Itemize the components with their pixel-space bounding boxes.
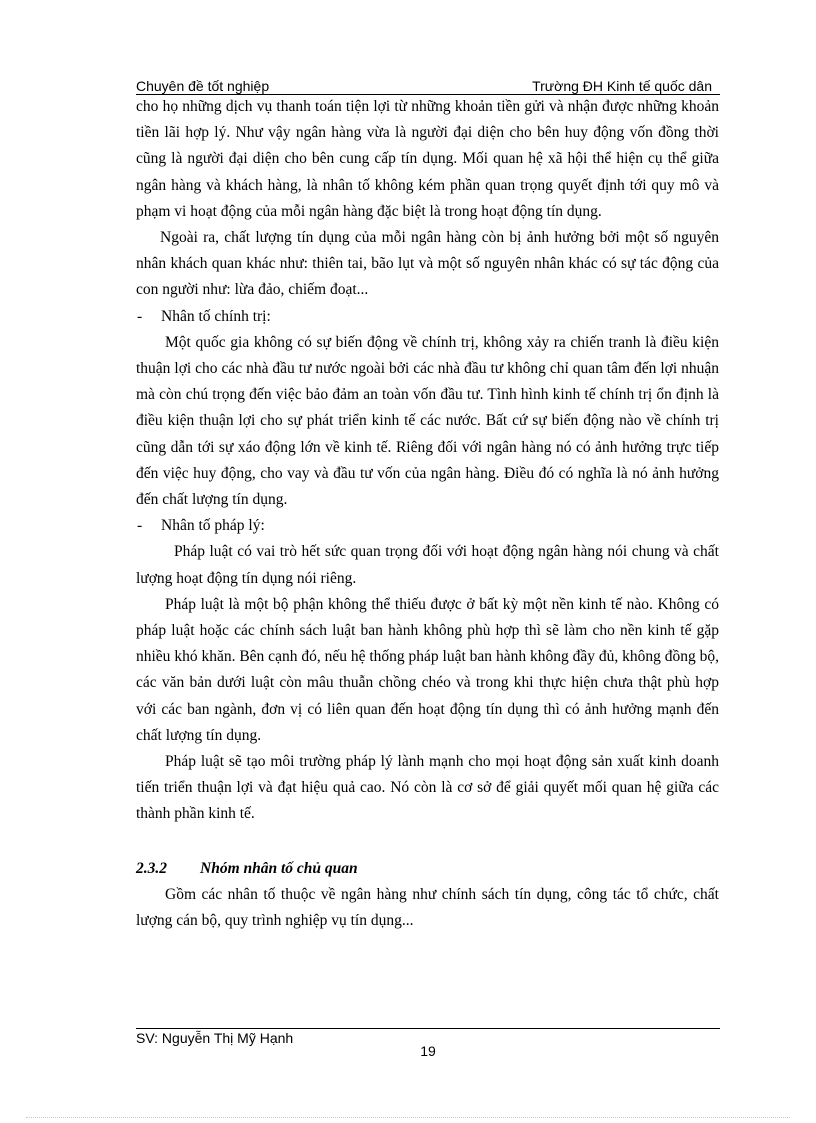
paragraph: Pháp luật sẽ tạo môi trường pháp lý lành mạnh cho mọi hoạt động sản xuất kinh doanh tiến triển thuận lợi và đạt hiệu quả cao. Nó còn là cơ sở để giải quyết mối quan hệ giữa các thành phần kinh tế.	[136, 753, 719, 823]
bullet-item	[0, 304, 719, 330]
section-number: 2.3.2	[136, 859, 167, 877]
paragraph: Một quốc gia không có sự biến động về chính trị, không xảy ra chiến tranh là điều kiện thuận lợi cho các nhà đầu tư nước ngoài bởi các nhà đầu tư không chỉ quan tâm đến lợi nhuận mà còn chú trọng đến việc bảo đảm an toàn vốn đầu tư. Tình hình kinh tế chính trị ổn định là điều kiện thuận lợi cho sự phát triển kinh tế các nước. Bất cứ sự biến động nào về chính trị cũng dẫn tới sự xáo động lớn về kinh tế. Riêng đối với ngân hàng nó có ảnh hưởng trực tiếp đến việc huy động, cho vay và đầu tư vốn của ngân hàng. Điều đó có nghĩa là nó ảnh hưởng đến chất lượng tín dụng.	[136, 333, 719, 509]
page-edge	[26, 1117, 790, 1118]
header-left: Chuyên đề tốt nghiệp	[136, 78, 270, 94]
section-title: Nhóm nhân tố chủ quan	[200, 859, 358, 877]
paragraph: Gồm các nhân tố thuộc về ngân hàng như chính sách tín dụng, công tác tổ chức, chất lượng cán bộ, quy trình nghiệp vụ tín dụng...	[136, 885, 719, 930]
document-body	[136, 94, 719, 934]
page-number: 19	[420, 1043, 436, 1059]
footer-author: SV: Nguyễn Thị Mỹ Hạnh	[136, 1030, 294, 1046]
bullet-title: Nhân tố pháp lý:	[161, 517, 265, 535]
bullet-marker: -	[137, 517, 143, 535]
paragraph: Pháp luật là một bộ phận không thể thiếu được ở bất kỳ một nền kinh tế nào. Không có pháp luật hoặc các chính sách luật ban hành không phù hợp thì sẽ làm cho nền kinh tế gặp nhiều khó khăn. Bên cạnh đó, nếu hệ thống pháp luật ban hành không đầy đủ, không đồng bộ, các văn bản dưới luật còn mâu thuẫn chồng chéo và trong khi thực hiện chưa thật phù hợp với các ban ngành, đơn vị có liên quan đến hoạt động tín dụng thì có ảnh hưởng mạnh đến chất lượng tín dụng.	[136, 595, 719, 744]
footer-rule	[136, 1028, 720, 1029]
bullet-marker: -	[137, 307, 143, 325]
bullet-title: Nhân tố chính trị:	[161, 307, 271, 325]
paragraph: Ngoài ra, chất lượng tín dụng của mỗi ngân hàng còn bị ảnh hưởng bởi một số nguyên nhân khách quan khác như: thiên tai, bão lụt và một số nguyên nhân khác có sự tác động của con người như: lừa đảo, chiếm đoạt...	[136, 229, 719, 299]
bullet-item	[0, 513, 719, 539]
paragraph: Pháp luật có vai trò hết sức quan trọng đối với hoạt động ngân hàng nói chung và chất lượng hoạt động tín dụng nói riêng.	[136, 543, 719, 587]
paragraph: cho họ những dịch vụ thanh toán tiện lợi từ những khoản tiền gửi và nhận được những khoản tiền lãi hợp lý. Như vậy ngân hàng vừa là người đại diện cho bên huy động vốn đồng thời cũng là người đại diện cho bên cung cấp tín dụng. Mối quan hệ xã hội thể hiện cụ thể giữa ngân hàng và khách hàng, là nhân tố không kém phần quan trọng quyết định tới quy mô và phạm vi hoạt động của mỗi ngân hàng đặc biệt là trong hoạt động tín dụng.	[136, 98, 719, 220]
section-heading	[136, 856, 719, 882]
header-right: Trường ĐH Kinh tế quốc dân	[532, 78, 712, 94]
